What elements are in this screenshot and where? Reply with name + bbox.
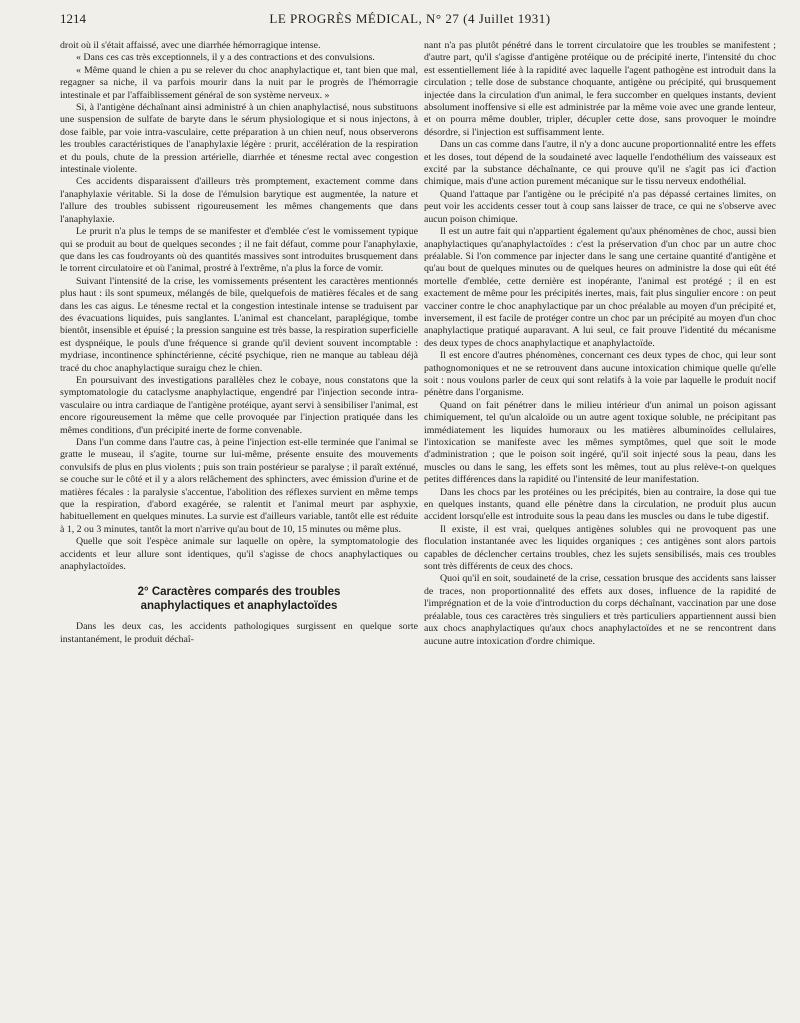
right-column: [424, 40, 776, 648]
paragraph: Dans l'un comme dans l'autre cas, à peine l'injection est-elle terminée que l'animal se gratte le museau, il s'agite, tourne sur lui-même, présente ensuite des mouvements convulsifs de plus en plus violents ; puis son train postérieur se paralyse ; il paraît exténué, se couche sur le côté et il y a alors relâchement des sphincters, avec émission d'urine et de matières fécales : la paralysie s'accentue, l'abolition des réflexes survient en même temps que la respiration, d'abord exagérée, se ralentit et l'animal meurt par asphyxie, habituellement en quelques minutes. La survie est d'ailleurs variable, tantôt elle est réduite à 1, 2 ou 3 minutes, tantôt la mort n'arrive qu'au bout de 10, 15 minutes ou même plus.: [60, 437, 418, 535]
paragraph: Si, à l'antigène déchaînant ainsi administré à un chien anaphylactisé, nous substituons une suspension de sulfate de baryte dans le sérum physiologique et si nous injectons, à dose faible, par voie intra-vasculaire, cette préparation à un chien neuf, nous observerons les troubles caractéristiques de l'anaphylaxie légère : prurit, accélération de la respiration et du pouls, chute de la pression artérielle, diarrhée et ténesme rectal avec congestion intestinale violente.: [60, 102, 418, 176]
paragraph: Quelle que soit l'espèce animale sur laquelle on opère, la symptomatologie des accidents et leur allure sont identiques, qu'il s'agisse de chocs anaphylactiques ou anaphylactoïdes.: [60, 536, 418, 573]
paragraph: droit où il s'était affaissé, avec une diarrhée hémorragique intense.: [60, 40, 321, 51]
paragraph: Il existe, il est vrai, quelques antigènes solubles qui ne provoquent pas une floculation instantanée avec les liquides organiques ; ces antigènes sont alors partois capables de déclencher certains troubles, chez les sujets sensibilisés, mais ces troubles sont très différents de ceux des chocs.: [424, 523, 776, 573]
paragraph: Ces accidents disparaissent d'ailleurs très promptement, exactement comme dans l'anaphylaxie véritable. Si la dose de l'émulsion barytique est augmentée, la nature et l'allure des troubles subissent rigoureusement les mêmes changements que dans l'anaphylaxie.: [60, 176, 418, 225]
paragraph: Quand on fait pénétrer dans le milieu intérieur d'un animal un poison agissant chimiquement, tel qu'un alcaloïde ou un autre agent toxique soluble, ne précipitant pas immédiatement les liquides humoraux ou les matières albuminoïdes cellulaires, l'intoxication se manifeste avec les mêmes symptômes, quel que soit le mode d'administration ; que le poison soit ingéré, qu'il soit injecté sous la peau, dans les muscles ou dans le sang, les effets sont les mêmes, tout au plus relève-t-on quelques petites différences dans la rapidité ou l'intensité de leur manifestation.: [424, 399, 776, 486]
page-number: 1214: [60, 11, 86, 26]
paragraph: Suivant l'intensité de la crise, les vomissements présentent les caractères mentionnés plus haut : ils sont spumeux, mélangés de bile, quelquefois de matières fécales et de sang dans les cas aigus. Le ténesme rectal et la congestion intestinale intense se traduisent par des évacuations liquides, puis sanglantes. L'animal est chancelant, paraplégique, tombe bientôt, insensible et épuisé ; la pression sanguine est très basse, la respiration superficielle est dyspnéique, le pouls d'une fréquence si grande qu'il devient souvent incomptable : mydriase, incontinence sphinctérienne, cécité psychique, rien ne manque au tableau déjà tracé du choc anaphylactique suraigu chez le chien.: [60, 275, 418, 374]
paragraph: Quoi qu'il en soit, soudaineté de la crise, cessation brusque des accidents sans laisser de traces, non proportionnalité des effets aux doses, influence de la rapidité de l'imprégnation et de la voie d'introduction du corps déchaînant, vaccination par une dose préalable, tous ces caractères très singuliers et très particuliers appartiennent aussi bien aux chocs anaphylactiques qu'aux chocs anaphylactoïdes et ne se rencontrent dans aucune autre intoxication d'ordre chimique.: [424, 573, 776, 647]
paragraph: nant n'a pas plutôt pénétré dans le torrent circulatoire que les troubles se manifestent ; d'autre part, qu'il s'agisse d'antigène protéique ou de précipité inerte, l'intensité du choc est essentiellement liée à la rapidité avec laquelle l'agent pathogène est introduit dans la circulation ; telle dose de substance choquante, antigène ou précipité, qui brusquement injectée dans la circulation d'un animal, le fera succomber en quelques instants, devient absolument inoffensive si elle est administrée par la même voie avec une grande lenteur, et on pourra même doubler, tripler, décupler cette dose, sans provoquer le moindre désordre, si l'injection est suffisamment lente.: [424, 40, 776, 138]
paragraph: En poursuivant des investigations parallèles chez le cobaye, nous constatons que la symptomatologie du cataclysme anaphylactique, engendré par l'injection seconde intra-vasculaire ou intra cardiaque de l'antigène protéique, ayant servi à sensibiliser l'animal, est encore rigoureusement la même que celle provoquée par l'injection pratiquée dans les mêmes conditions, d'un précipité inerte de forme convenable.: [60, 374, 418, 436]
page-header: [60, 10, 760, 28]
paragraph: Le prurit n'a plus le temps de se manifester et d'emblée c'est le vomissement typique qui se produit au bout de quelques secondes ; il ne fait défaut, comme pour l'anaphylaxie, que dans les cas foudroyants où des quantités massives sont introduites brusquement dans le torrent circulatoire et où l'animal, prostré à l'extrême, n'a plus la force de vomir.: [60, 226, 418, 275]
section-heading: [60, 585, 418, 613]
paragraph: Il est encore d'autres phénomènes, concernant ces deux types de choc, qui leur sont pathognomoniques et ne se retrouvent dans aucune intoxication chimique quelle qu'elle soit : nous voulons parler de ceux qui sont relatifs à la voie par laquelle le produit nocif pénètre dans l'organisme.: [424, 350, 776, 399]
paragraph: « Même quand le chien a pu se relever du choc anaphylactique et, tant bien que mal, regagner sa niche, il va parfois mourir dans la nuit par le progrès de l'hémorragie intestinale et par l'affaiblissement général de son système nerveux. »: [60, 64, 418, 101]
paragraph: Dans les chocs par les protéines ou les précipités, bien au contraire, la dose qui tue en quelques instants, quand elle pénètre dans la circulation, ne produit plus aucun accident lorsqu'elle est introduite sous la peau dans les muscles ou dans le tube digestif.: [424, 486, 776, 523]
paragraph: Quand l'attaque par l'antigène ou le précipité n'a pas dépassé certaines limites, on peut voir les accidents cesser tout à coup sans laisser de trace, ce qui ne s'observe avec aucun poison chimique.: [424, 188, 776, 225]
paragraph: Il est un autre fait qui n'appartient également qu'aux phénomènes de choc, aussi bien anaphylactiques qu'anaphylactoïdes : c'est la préservation d'un choc par un autre choc préalable. Si l'on commence par injecter dans le sang une certaine quantité d'antigène et qu'au bout de quelques minutes ou de quelques heures on administre la dose qui eût été mortelle d'emblée, cette dernière est inopérante, l'animal est protégé ; il en est exactement de même pour les précipités inertes, mais, fait plus singulier encore : on peut vacciner contre le choc anaphylactique par un choc préalable au moyen d'un précipité et, inversement, il est facile de protéger contre un choc par un précipité au moyen d'un choc anaphylactique pratiqué auparavant. A lui seul, ce fait prouve l'identité du mécanisme des deux types de chocs anaphylactique et anaphylactoïde.: [424, 226, 776, 349]
left-column: [60, 40, 418, 646]
section-heading-line: 2° Caractères comparés des troubles: [137, 586, 341, 599]
paragraph: Dans un cas comme dans l'autre, il n'y a donc aucune proportionnalité entre les effets et les doses, tout dépend de la soudaineté avec laquelle l'endothélium des vaisseaux est excité par la substance déchaînante, ce qui prouve qu'il ne s'agit pas ici d'action chimique, mais d'une action purement mécanique sur le tissu nerveux endothélial.: [424, 139, 776, 188]
journal-title: LE PROGRÈS MÉDICAL, N° 27 (4 Juillet 1931): [269, 11, 551, 26]
paragraph: « Dans ces cas très exceptionnels, il y a des contractions et des convulsions.: [76, 52, 375, 64]
section-heading-line: anaphylactiques et anaphylactoïdes: [140, 600, 338, 613]
paragraph: Dans les deux cas, les accidents pathologiques surgissent en quelque sorte instantanément, le produit déchaî-: [60, 621, 418, 645]
